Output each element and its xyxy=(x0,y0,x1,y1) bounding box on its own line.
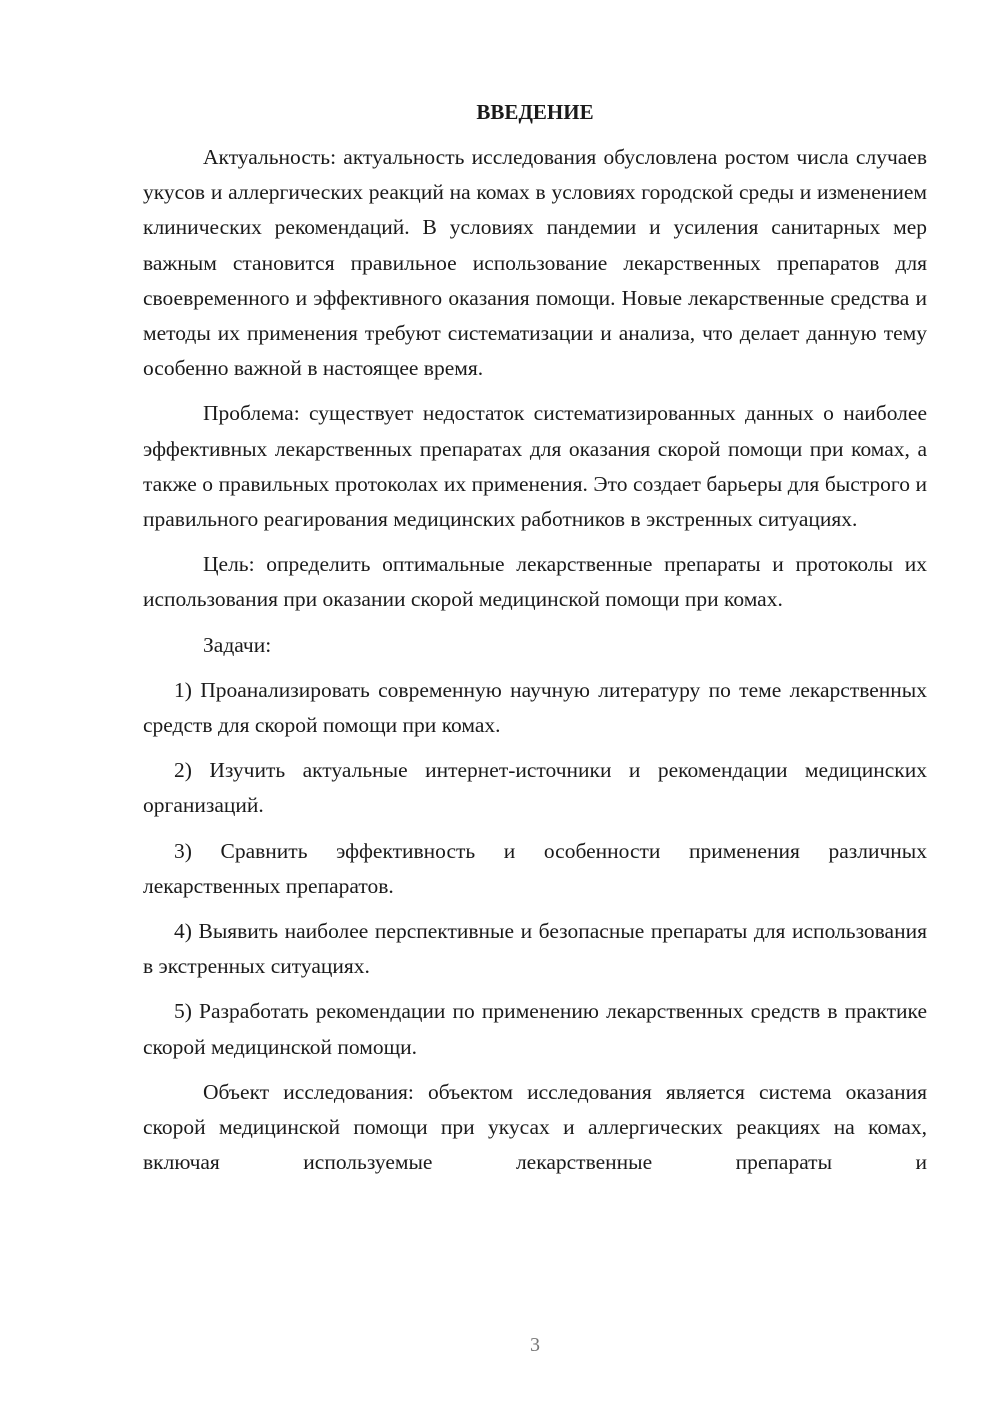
task-item-5: 5) Разработать рекомендации по применению лекарственных средств в практике скорой медицинской помощи. xyxy=(143,999,927,1059)
paragraph-research-object: Объект исследования: объектом исследования является система оказания скорой медицинской помощи при укусах и аллергических реакциях на комах, включая используемые лекарственные препараты и xyxy=(143,1079,927,1175)
section-title: ВВЕДЕНИЕ xyxy=(476,100,594,124)
task-item-4: 4) Выявить наиболее перспективные и безопасные препараты для использования в экстренных ситуациях. xyxy=(143,919,927,979)
page-number: 3 xyxy=(530,1334,540,1356)
paragraph-tasks-heading: Задачи: xyxy=(203,632,272,657)
task-item-3: 3) Сравнить эффективность и особенности применения различных лекарственных препаратов. xyxy=(143,838,927,898)
document-body xyxy=(143,96,927,1180)
paragraph-problem: Проблема: существует недостаток систематизированных данных о наиболее эффективных лекарственных препаратах для оказания скорой помощи при комах, а также о правильных протоколах их применения. Это создает барьеры для быстрого и правильного реагирования медицинских работников в экстренных ситуациях. xyxy=(143,401,927,532)
paragraph-relevance: Актуальность: актуальность исследования обусловлена ростом числа случаев укусов и аллергических реакций на комах в условиях городской среды и изменением клинических рекомендаций. В условиях пандемии и усиления санитарных мер важным становится правильное использование лекарственных препаратов для своевременного и эффективного оказания помощи. Новые лекарственные средства и методы их применения требуют систематизации и анализа, что делает данную тему особенно важной в настоящее время. xyxy=(143,145,927,381)
paragraph-goal: Цель: определить оптимальные лекарственные препараты и протоколы их использования при оказании скорой медицинской помощи при комах. xyxy=(143,552,927,612)
task-item-2: 2) Изучить актуальные интернет-источники и рекомендации медицинских организаций. xyxy=(143,758,927,818)
task-item-1: 1) Проанализировать современную научную литературу по теме лекарственных средств для скорой помощи при комах. xyxy=(143,677,927,738)
